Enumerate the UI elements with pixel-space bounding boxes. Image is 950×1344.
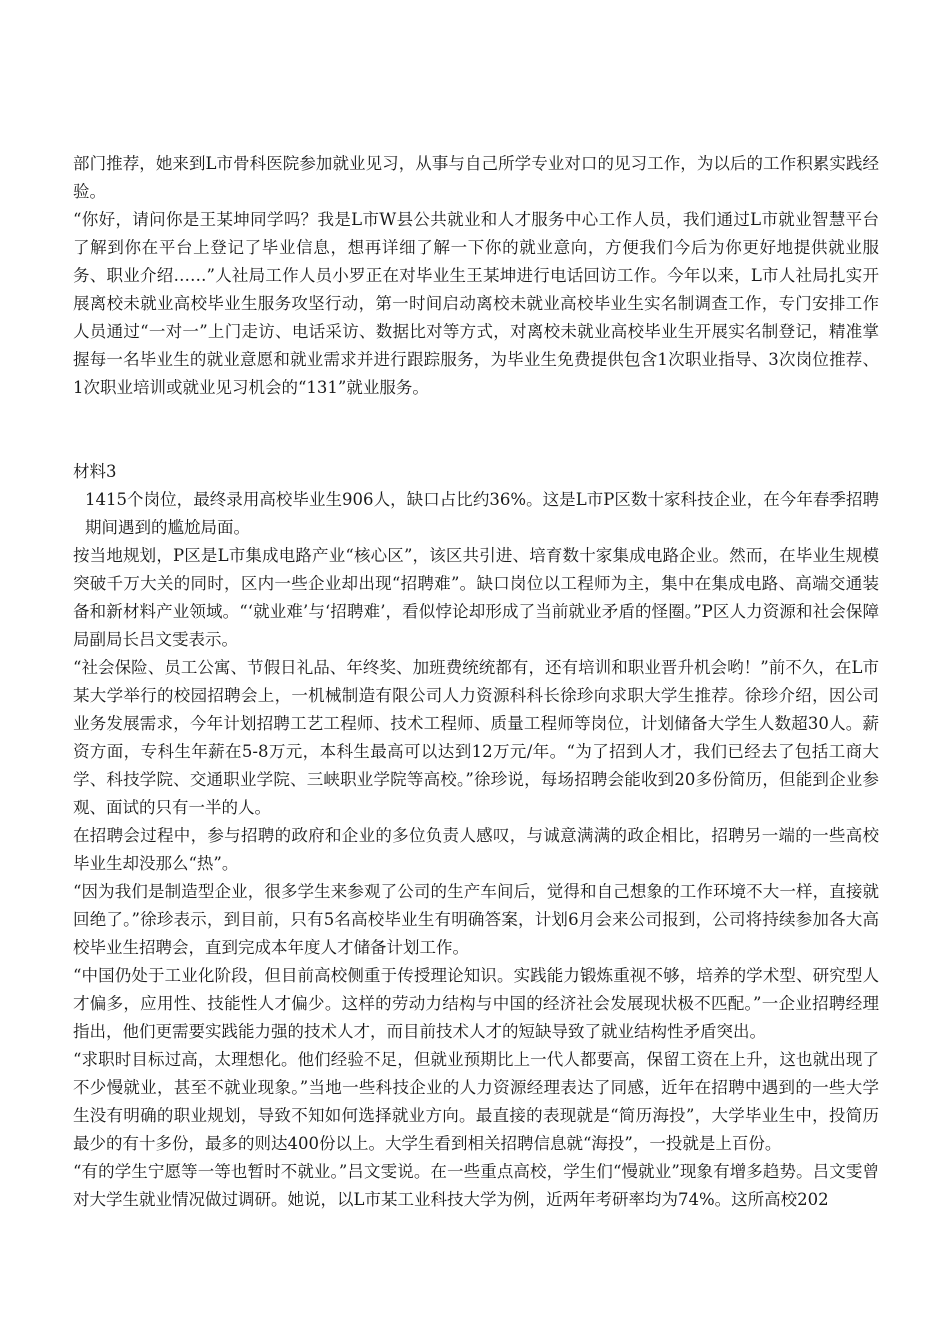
- paragraph: “有的学生宁愿等一等也暂时不就业。”吕文雯说。在一些重点高校，学生们“慢就业”现象有增多趋势。吕文雯曾对大学生就业情况做过调研。她说，以L市某工业科技大学为例，近两年考研率均为74%。这所高校202: [73, 1162, 879, 1209]
- paragraph: 在招聘会过程中，参与招聘的政府和企业的多位负责人感叹，与诚意满满的政企相比，招聘另一端的一些高校毕业生却没那么“热”。: [73, 826, 879, 873]
- document-page: [73, 150, 879, 1214]
- paragraph: “因为我们是制造型企业，很多学生来参观了公司的生产车间后，觉得和自己想象的工作环境不大一样，直接就回绝了。”徐珍表示，到目前，只有5名高校毕业生有明确答案，计划6月会来公司报到，公司将持续参加各大高校毕业生招聘会，直到完成本年度人才储备计划工作。: [73, 882, 879, 957]
- paragraph: “求职时目标过高，太理想化。他们经验不足，但就业预期比上一代人都要高，保留工资在上升，这也就出现了不少慢就业，甚至不就业现象。”当地一些科技企业的人力资源经理表达了同感，近年在招聘中遇到的一些大学生没有明确的职业规划，导致不知如何选择就业方向。最直接的表现就是“简历海投”，大学毕业生中，投简历最少的有十多份，最多的则达400份以上。大学生看到相关招聘信息就“海投”，一投就是上百份。: [73, 1050, 879, 1153]
- paragraph: “社会保险、员工公寓、节假日礼品、年终奖、加班费统统都有，还有培训和职业晋升机会哟！”前不久，在L市某大学举行的校园招聘会上，一机械制造有限公司人力资源科科长徐珍向求职大学生推荐。徐珍介绍，因公司业务发展需求，今年计划招聘工艺工程师、技术工程师、质量工程师等岗位，计划储备大学生人数超30人。薪资方面，专科生年薪在5-8万元，本科生最高可以达到12万元/年。“为了招到人才，我们已经去了包括工商大学、科技学院、交通职业学院、三峡职业学院等高校。”徐珍说，每场招聘会能收到20多份简历，但能到企业参观、面试的只有一半的人。: [73, 658, 879, 817]
- paragraph: “中国仍处于工业化阶段，但目前高校侧重于传授理论知识。实践能力锻炼重视不够，培养的学术型、研究型人才偏多，应用性、技能性人才偏少。这样的劳动力结构与中国的经济社会发展现状极不匹配。”一企业招聘经理指出，他们更需要实践能力强的技术人才，而目前技术人才的短缺导致了就业结构性矛盾突出。: [73, 966, 879, 1041]
- section-heading: 材料3: [73, 462, 117, 481]
- section-gap: [73, 402, 879, 458]
- paragraph: 按当地规划，P区是L市集成电路产业“核心区”，该区共引进、培育数十家集成电路企业。然而，在毕业生规模突破千万大关的同时，区内一些企业却出现“招聘难”。缺口岗位以工程师为主，集中在集成电路、高端交通装备和新材料产业领域。“‘就业难’与‘招聘难’，看似悖论却形成了当前就业矛盾的怪圈。”P区人力资源和社会保障局副局长吕文雯表示。: [73, 546, 879, 649]
- paragraph: 部门推荐，她来到L市骨科医院参加就业见习，从事与自己所学专业对口的见习工作，为以后的工作积累实践经验。: [73, 154, 879, 201]
- paragraph: “你好，请问你是王某坤同学吗？我是L市W县公共就业和人才服务中心工作人员，我们通过L市就业智慧平台了解到你在平台上登记了毕业信息，想再详细了解一下你的就业意向，方便我们今后为你更好地提供就业服务、职业介绍……”人社局工作人员小罗正在对毕业生王某坤进行电话回访工作。今年以来，L市人社局扎实开展离校未就业高校毕业生服务攻坚行动，第一时间启动离校未就业高校毕业生实名制调查工作，专门安排工作人员通过“一对一”上门走访、电话采访、数据比对等方式，对离校未就业高校毕业生开展实名制登记，精准掌握每一名毕业生的就业意愿和就业需求并进行跟踪服务，为毕业生免费提供包含1次职业指导、3次岗位推荐、1次职业培训或就业见习机会的“131”就业服务。: [73, 210, 879, 397]
- paragraph: 1415个岗位，最终录用高校毕业生906人，缺口占比约36%。这是L市P区数十家科技企业，在今年春季招聘期间遇到的尴尬局面。: [85, 490, 879, 537]
